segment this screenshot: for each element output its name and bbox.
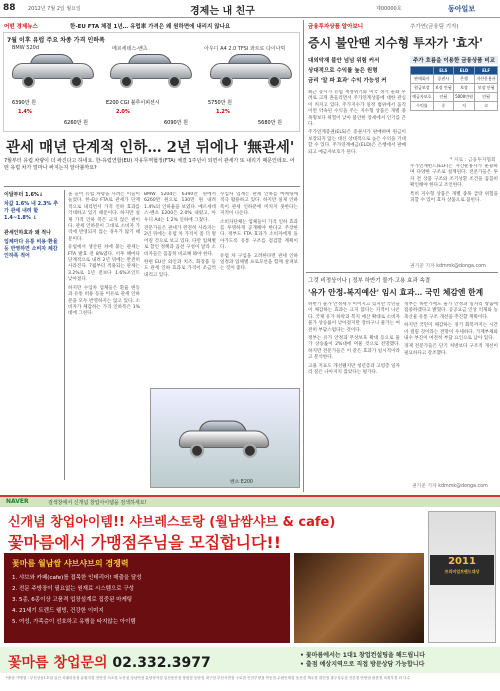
table-cell: 원금보장 (411, 84, 434, 93)
chart-title: 7월 이후 유럽 주요 차종 가격 인하폭 (7, 37, 105, 44)
table-row (411, 102, 498, 111)
table-header: ELD (453, 67, 474, 75)
ad-restaurant-photo (294, 553, 424, 643)
body-column-3: 수입차 업계는 관세 인하를 마케팅에 적극 활용하고 있다. 하지만 실제 인하폭이 관세 인하분에 미치지 못한다는 지적이 나온다. 소비자단체는 업체들이 가격 인하 효과를 투명하게 공개해야 한다고 주장한다. 정부도 FTA 효과가 소비자에게 돌아가도록 유통 구조를 점검할 계획이다. 유럽 차 구입을 고려한다면 관세 인하 일정과 업체별 프로모션을 함께 살펴보는 것이 좋다. (220, 192, 298, 272)
franchise-ad (0, 495, 500, 691)
phone-number: 02.332.3977 (112, 655, 211, 671)
car-pct-1: 1.4% (18, 109, 32, 115)
car-model-1: BMW 520d (12, 45, 39, 51)
badge-year: 2011 (448, 556, 476, 567)
call-label: 꽃마름 창업문의 (8, 655, 108, 671)
car-model-3: 아우디 A4 2.0 TFSI 콰트로 다이나믹 (204, 46, 286, 52)
box-headline: '유가 안정-복지예산' 임시 효과… 국민 체감엔 한계 (308, 288, 484, 297)
ad-box-title: 꽃마름 월남쌈 샤브샤브의 경쟁력 (12, 559, 129, 568)
table-header (411, 67, 434, 75)
box-kicker: 그것 비정상이나 | 정부 하반기 물가·고용 효과 속결 (308, 278, 431, 284)
table-cell: 5000만원 (453, 93, 474, 102)
right-headline: 증시 불안땐 지수형 투자가 '효자' (308, 36, 483, 50)
car-model-2: 메르세데스-벤츠 (112, 46, 148, 52)
sidebar2-text: 업체마다 유통 비용·환율 등 반영하면 소비자 체감 인하폭 적어 (4, 239, 58, 259)
ad-point: 3. 5종, 6종이상 고품격 업장설계로 집중된 마케팅 (12, 597, 133, 603)
ad-headline-2: 꽃마름에서 가맹점주님을 모집합니다!! (8, 533, 282, 552)
box-body-2: 정부는 하반기에도 물가 안정과 일자리 창출에 집중하겠다고 밝혔다. 공공요금 인상 억제와 농축산물 유통 구조 개선을 추진할 계획이다. 하지만 국민이 체감하는 경기 회복까지는 시간이 걸릴 것이라는 전망이 우세하다. 가계부채와 내수 부진이 여전히 부담 요인으로 남아 있다. 경제 전문가들은 단기 처방보다 구조적 개선이 필요하다고 강조했다. (404, 302, 498, 356)
sidebar2-title: 관세인하효과 왜 적나 (4, 230, 51, 236)
ad-phone (8, 652, 211, 672)
kicker-tag: 어떤 경제뉴스 (4, 24, 38, 30)
ad-headline-1: 신개념 창업아이템!! 샤브레스토랑 (월남쌈샤브 & cafe) (8, 515, 336, 530)
car-new-price-1: 6260만 원 (64, 120, 88, 126)
table-row (411, 84, 498, 93)
car-image-2 (108, 51, 194, 87)
right-email: 권기준 기자 kdmmk@donga.com (410, 264, 486, 269)
table-cell: 중 (433, 102, 453, 111)
right-body-2: 주가연계펀드(ELF)는 자산운용사가 운용하며 다양한 구조로 설계된다. 전문가들은 투자 전 상품 구조와 조기상환 조건을 꼼꼼히 확인해야 한다고 조언한다. 특히 지수형 상품은 개별 종목 급락 위험을 피할 수 있어 효자 상품으로 꼽힌다. (410, 164, 498, 204)
fund-table (410, 66, 498, 111)
left-kicker (4, 22, 38, 30)
car-pct-2: 2.0% (116, 109, 130, 115)
table-cell: 자산운용사 (475, 75, 498, 84)
table-cell: 은행 (453, 75, 474, 84)
table-cell: 보장 (453, 84, 474, 93)
ad-search-text: 검색창에서 신개념 창업아이템을 검색하세요! (48, 500, 147, 506)
car-pct-3: 1.2% (216, 109, 230, 115)
table-cell: 보장 안됨 (475, 84, 498, 93)
car-image-1 (10, 51, 96, 87)
photo-caption: 벤츠 E200 (230, 480, 253, 485)
table-row (411, 93, 498, 102)
publisher-logo: 동아일보 (448, 5, 476, 13)
ad-note: • 꽃마름에서는 1대1 창업컨설팅을 해드립니다 (300, 652, 425, 659)
right-kicker (308, 22, 363, 30)
right-column-border (303, 20, 304, 492)
table-header: ELF (475, 67, 498, 75)
body-column-2: BMW 520d는 6390만 원에서 6260만 원으로 130만 원 내려 1.4%의 인하율을 보였다. 메르세데스-벤츠 E200은 2.0% 내렸고, 아우디 A4는 1.2% 인하에 그쳤다. 전문가들은 관세가 완전히 사라지는 2년 뒤에는 유럽 차 가격이 좀 더 떨어질 것으로 보고 있다. 다만 업체별로 할인 정책과 옵션 구성이 달라 소비자들은 꼼꼼히 비교해 봐야 한다. 한편 EU산 와인과 치즈, 화장품 등도 관세 인하 효과로 가격이 조금씩 내리고 있다. (144, 192, 216, 278)
car-old-price-2: E200 CGI 블루이피션시 (106, 100, 160, 106)
table-cell: 판매회사 (411, 75, 434, 84)
column-divider (64, 190, 65, 480)
ad-fine-print: *출점 가맹점 : 부천상동1호점 일산 서래마을점 유원지점 천안점 서초점 오산점 강남역점 분당정자점 일산풍산점 창원점 동탄점 대구점 부산서면점 구로점 인천부평점 목동점 수원인계점 울산점 제주점 대전점 광주상무점 산본점 안양점 평촌점 의정부점 외 다수 (6, 676, 411, 680)
car-new-price-2: 6090만 원 (164, 120, 188, 126)
table-cell: 증권사 (433, 75, 453, 84)
table-cell: 안됨 (475, 93, 498, 102)
sidebar1-title: 이달부터 1.6%↓ (4, 192, 44, 198)
ad-points (12, 573, 142, 628)
right-divider (306, 272, 498, 273)
table-header-row (411, 67, 498, 75)
issue-number: 제00000호 (376, 6, 402, 12)
sidebar1-text: 차값 1.6% 내 2.3% 추가 관세 내려 할 1.4~1.8% ↓ (4, 201, 59, 221)
section-title: 경제는 내 친구 (190, 6, 255, 17)
page-header (0, 0, 500, 18)
right-author: 추가연(금융팀 기자) (410, 24, 459, 30)
right-kicker-text: 금융투자상품 알아보니 (308, 24, 364, 30)
divider (4, 186, 300, 187)
table-row (411, 75, 498, 84)
ad-point: 5. 여성, 가족층이 선호하고 유행을 타지않는 아이템 (12, 619, 136, 625)
left-headline: 관세 매년 단계적 인하… 2년 뒤에나 '無관세' (6, 139, 295, 156)
table-cell: 수익률 (411, 102, 434, 111)
car-photo-image (177, 417, 272, 457)
ad-point: 2. 전문 주방장이 필요없는 원재료 시스템으로 구성 (12, 586, 134, 592)
page-number: 88 (3, 3, 16, 13)
badge-text: 프리미엄브랜드대상 (444, 569, 480, 574)
table-header: ELS (433, 67, 453, 75)
right-sub1: 대외악재 불안 넘넘 위험 커서 (308, 58, 380, 64)
right-sub2: 상대적으로 수익률 높은 원형 (308, 68, 378, 74)
ad-point: 4. 21세기 트렌드 웰빙, 건강한 이미지 (12, 608, 104, 614)
car-old-price-1: 6390만 원 (12, 100, 36, 106)
ad-competitiveness-box (4, 553, 290, 643)
ad-point: 1. 샤브와 카페(cafe)를 접목한 인테리어! 매출을 달성 (12, 575, 142, 581)
table-cell: 고 (475, 102, 498, 111)
box-author: 권기준 기자 kdmmk@donga.com (412, 484, 488, 489)
award-badge (430, 555, 494, 585)
car-new-price-3: 5680만 원 (258, 120, 282, 126)
car-image-3 (208, 51, 294, 87)
table-cell: 안됨 (433, 93, 453, 102)
right-sub3: 금리 '알 파 효과' 수익 가능성 커 (308, 78, 387, 84)
table-cell: 저 (453, 102, 474, 111)
left-lead: 7월부터 유럽 차량이 더 싸진다고 하네요. 한-유럽연합(EU) 자유무역협정(FTA) 체결 1주년이 되면서 관세가 또 내리기 때문인데요. 어떤 유럽 차가 얼마나 싸지는지 알아볼까요? (4, 158, 295, 171)
table-note: * 자료 : 금융투자협회 (450, 158, 496, 163)
car-price-chart (3, 32, 300, 132)
ad-note: • 출점 예상지역으로 직접 방문상담 가능합니다 (300, 661, 425, 668)
naver-logo: NAVER (6, 498, 29, 505)
box-body-1: 하반기 물가 안정세가 이어지고 있지만 국민들이 체감하는 효과는 크지 않다는 지적이 나온다. 국제 유가 하락과 복지 예산 확대로 소비자물가 상승률이 낮아졌지만 장바구니 물가는 여전히 부담스럽다는 것이다. 정부는 유가 안정과 무상보육 확대 등으로 물가 상승률이 2%대에 머물 것으로 전망했다. 하지만 전문가들은 이 같은 효과가 일시적이라고 분석한다. 고용 지표도 개선됐지만 청년층과 고령층 일자리 질은 나아지지 않았다는 평가다. (308, 302, 400, 376)
ad-notes (300, 651, 425, 669)
right-body-1: 최근 증시가 유럽 재정위기와 미국 경기 둔화 우려로 크게 흔들리면서 주가연계상품에 대한 관심이 커지고 있다. 주가지수가 일정 범위에서 움직이면 약속된 수익을 주는 지수형 상품은 개별 종목형보다 위험이 낮아 불안한 장세에서 인기를 끈다. 주가연계증권(ELS)은 증권사가 판매하며 원금이 보장되지 않는 대신 상대적으로 높은 수익을 기대할 수 있다. 주가연계예금(ELD)은 은행에서 판매되고 예금자보호가 된다. (308, 90, 406, 155)
table-cell: 보장 안됨 (433, 84, 453, 93)
left-kicker-text: 한-EU FTA 체결 1년… 유럽車 가격은 왜 원하면에 내리지 않나요 (70, 24, 231, 30)
body-column-1: 올 들어 유럽 차량을 사려는 이들이 늘었다. 한-EU FTA로 관세가 단계적으로 내리면서 가격 인하 효과를 기대하고 있기 때문이다. 하지만 실제 가격 인하 폭은 크지 않은 편이다. 관세 인하분이 그대로 소비자 가격에 반영되지 않는 경우가 많기 때문이다. 유럽에서 생산된 차에 붙는 관세는 FTA 발효 전 8%였다. 이후 해마다 단계적으로 내려 2년 뒤에는 완전히 사라진다. 7월부터 적용되는 관세는 3.2%로 1년 전보다 1.6%포인트 낮아졌다. 하지만 수입차 업체들은 환율 변동과 유통 비용 등을 이유로 관세 인하분을 모두 반영하지는 않고 있다. 소비자가 체감하는 가격 인하폭은 1%대에 그친다. (68, 192, 140, 317)
table-title: 주가 흐름을 이용한 금융상품 비교 (410, 56, 498, 64)
car-photo (150, 388, 300, 488)
date: 2012년 7월 2일 월요일 (28, 6, 81, 12)
car-old-price-3: 5750만 원 (208, 100, 232, 106)
table-cell: 예금자보호 (411, 93, 434, 102)
